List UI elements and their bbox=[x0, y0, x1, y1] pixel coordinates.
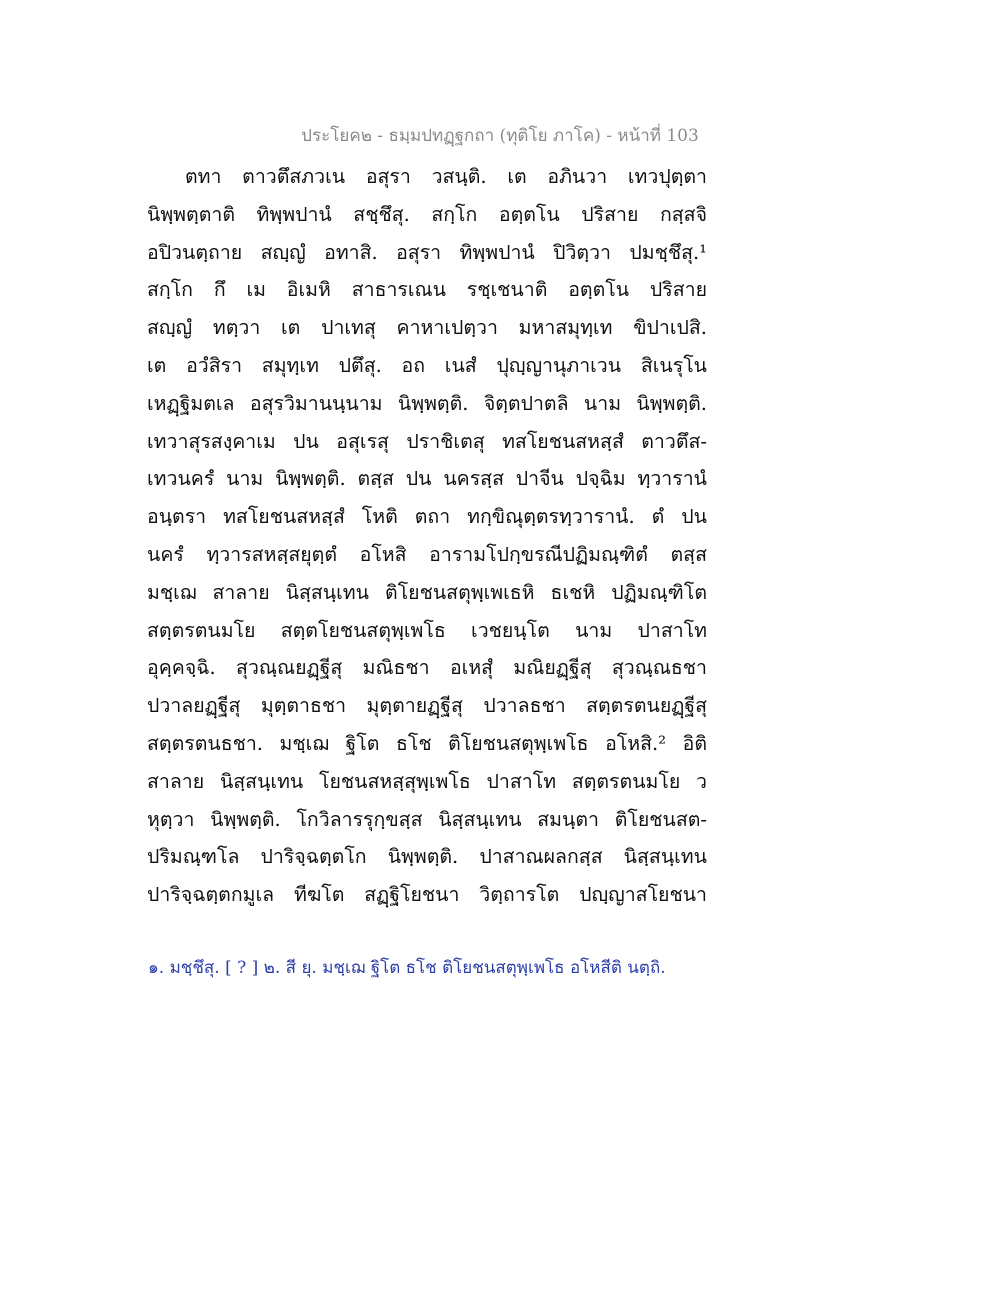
text-line: ตทา ตาวตึสภวเน อสุรา วสนฺติ. เต อภินวา เทวปุตฺตา bbox=[185, 165, 707, 188]
text-line: อุคฺคจฺฉิ. สุวณฺณยฏฺฐีสุ มณิธชา อเหสุํ มณิยฏฺฐีสุ สุวณฺณธชา bbox=[147, 656, 707, 680]
running-header-text: ประโยค๒ - ธมฺมปทฏฺฐกถา (ทุติโย ภาโค) - หน้าที่ 103 bbox=[301, 126, 699, 146]
text-line: อนฺตรา ทสโยชนสหสฺสํ โหติ ตถา ทกฺขิณุตฺตรทฺวารานํ. ตํ ปน bbox=[147, 505, 707, 529]
text-line: สกฺโก กึ เม อิเมหิ สาธารเณน รชฺเชนาติ อตฺตโน ปริสาย bbox=[147, 278, 707, 302]
page-header bbox=[0, 122, 1000, 149]
text-line: สตฺตรตนธชา. มชฺเฌ ฐิโต ธโช ติโยชนสตุพฺเพโธ อโหสิ.² อิติ bbox=[147, 731, 707, 755]
text-line: นิพฺพตฺตาติ ทิพฺพปานํ สชฺชึสุ. สกฺโก อตฺตโน ปริสาย กสฺสจิ bbox=[147, 202, 707, 226]
text-line: อปิวนตฺถาย สญฺญํ อทาสิ. อสุรา ทิพฺพปานํ ปิวิตฺวา ปมชฺชึสุ.¹ bbox=[147, 240, 707, 264]
text-line: หุตฺวา นิพฺพตฺติ. โกวิลารรุกฺขสฺส นิสฺสนฺเทน สมนฺตา ติโยชนสต- bbox=[147, 807, 707, 831]
footnote: ๑. มชฺชึสุ. [ ? ] ๒. สี ยุ. มชฺเฌ ฐิโต ธโช ติโยชนสตุพฺเพโธ อโหสีติ นตฺถิ. bbox=[148, 958, 666, 978]
text-line: เทวนครํ นาม นิพฺพตฺติ. ตสฺส ปน นครสฺส ปาจีน ปจฺฉิม ทฺวารานํ bbox=[147, 467, 707, 491]
text-line: เทวาสุรสงฺคาเม ปน อสุเรสุ ปราชิเตสุ ทสโยชนสหสฺสํ ตาวตึส- bbox=[147, 429, 707, 453]
text-line: ปวาลยฏฺฐีสุ มุตฺตาธชา มุตฺตายฏฺฐีสุ ปวาลธชา สตฺตรตนยฏฺฐีสุ bbox=[147, 694, 707, 718]
body-text bbox=[147, 158, 707, 914]
text-line: ปาริจฺฉตฺตกมูเล ทีฆโต สฏฺฐิโยชนา วิตฺถารโต ปญฺญาสโยชนา bbox=[147, 883, 707, 907]
text-line: เต อวํสิรา สมุทฺเท ปตึสุ. อถ เนสํ ปุญฺญานุภาเวน สิเนรุโน bbox=[147, 353, 707, 377]
text-line: นครํ ทฺวารสหสฺสยุตฺตํ อโหสิ อารามโปกฺขรณีปฏิมณฺฑิตํ ตสฺส bbox=[147, 542, 707, 566]
text-line: สญฺญํ ทตฺวา เต ปาเทสุ คาหาเปตฺวา มหาสมุทฺเท ขิปาเปสิ. bbox=[147, 316, 707, 340]
text-line: สตฺตรตนมโย สตฺตโยชนสตุพฺเพโธ เวชยนฺโต นาม ปาสาโท bbox=[147, 618, 707, 642]
text-line: สาลาย นิสฺสนฺเทน โยชนสหสฺสุพฺเพโธ ปาสาโท สตฺตรตนมโย ว bbox=[147, 769, 707, 793]
text-line: มชฺเฌ สาลาย นิสฺสนฺเทน ติโยชนสตุพฺเพเธหิ ธเชหิ ปฏิมณฺฑิโต bbox=[147, 580, 707, 604]
text-line: เหฏฺฐิมตเล อสุรวิมานนฺนาม นิพฺพตฺติ. จิตฺตปาตลิ นาม นิพฺพตฺติ. bbox=[147, 391, 707, 415]
text-line: ปริมณฺฑโล ปาริจฺฉตฺตโก นิพฺพตฺติ. ปาสาณผลกสฺส นิสฺสนฺเทน bbox=[147, 845, 707, 869]
